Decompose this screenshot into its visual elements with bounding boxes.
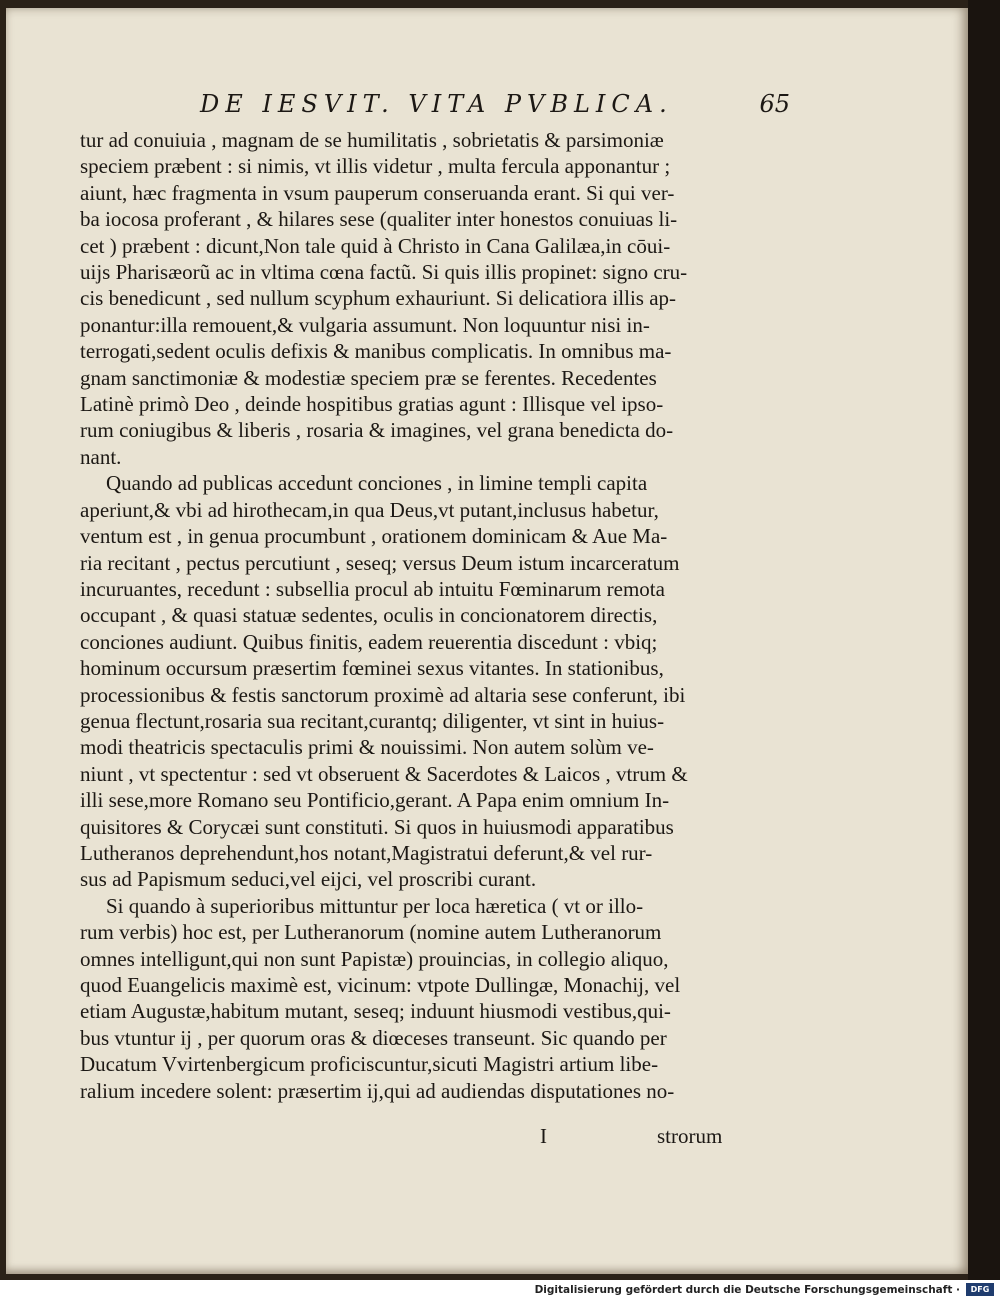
text-line: Latinè primò Deo , deinde hospitibus gratias agunt : Illisque vel ipso- xyxy=(80,392,664,417)
page-header xyxy=(200,88,790,128)
scan-edge xyxy=(968,0,1000,1280)
text-line: Lutheranos deprehendunt,hos notant,Magistratui deferunt,& vel rur- xyxy=(80,840,653,865)
text-line: ralium incedere solent: præsertim ij,qui ad audiendas disputationes no- xyxy=(80,1078,675,1103)
text-line: Quando ad publicas accedunt conciones , in limine templi capita xyxy=(106,471,648,496)
text-line: quisitores & Corycæi sunt constituti. Si quos in huiusmodi apparatibus xyxy=(80,814,674,839)
text-line: processionibus & festis sanctorum proximè ad altaria sese conferunt, ibi xyxy=(80,682,686,707)
text-line: gnam sanctimoniæ & modestiæ speciem præ se ferentes. Recedentes xyxy=(80,365,657,390)
text-line: ba iocosa proferant , & hilares sese (qualiter inter honestos conuiuas li- xyxy=(80,207,678,232)
text-line: Ducatum Vvirtenbergicum proficiscuntur,sicuti Magistri artium libe- xyxy=(80,1052,659,1077)
text-line: rum verbis) hoc est, per Lutheranorum (nomine autem Lutheranorum xyxy=(80,920,662,945)
text-line: Si quando à superioribus mittuntur per loca hæretica ( vt or illo- xyxy=(106,893,644,918)
text-line: genua flectunt,rosaria sua recitant,curantq; diligenter, vt sint in huius- xyxy=(80,708,665,733)
text-line: aperiunt,& vbi ad hirothecam,in qua Deus,vt putant,inclusus habetur, xyxy=(80,497,659,522)
funding-footer xyxy=(0,1280,1000,1300)
body-text xyxy=(80,127,760,1104)
paragraph-2 xyxy=(80,470,760,893)
dfg-logo-icon: DFG xyxy=(966,1283,994,1296)
text-line: bus vtuntur ij , per quorum oras & diœceses transeunt. Sic quando per xyxy=(80,1025,667,1050)
paragraph-3 xyxy=(80,893,760,1104)
text-line: cet ) præbent : dicunt,Non tale quid à Christo in Cana Galilæa,in cōui- xyxy=(80,233,671,258)
running-head: DE IESVIT. VITA PVBLICA. xyxy=(200,90,673,118)
text-line: speciem præbent : si nimis, vt illis videtur , multa fercula apponantur ; xyxy=(80,154,671,179)
text-line: etiam Augustæ,habitum mutant, seseq; induunt hiusmodi vestibus,qui- xyxy=(80,999,671,1024)
text-line: cis benedicunt , sed nullum scyphum exhauriunt. Si delicatiora illis ap- xyxy=(80,286,677,311)
text-line: incuruantes, recedunt : subsellia procul ab intuitu Fœminarum remota xyxy=(80,576,665,601)
text-line: conciones audiunt. Quibus finitis, eadem reuerentia discedunt : vbiq; xyxy=(80,629,658,654)
text-line: rum coniugibus & liberis , rosaria & imagines, vel grana benedicta do- xyxy=(80,418,674,443)
text-line: terrogati,sedent oculis defixis & manibus complicatis. In omnibus ma- xyxy=(80,339,672,364)
page-number: 65 xyxy=(759,90,790,118)
funding-notice: Digitalisierung gefördert durch die Deutsche Forschungsgemeinschaft · xyxy=(534,1284,960,1296)
text-line: hominum occursum præsertim fœminei sexus vitantes. In stationibus, xyxy=(80,656,664,681)
text-line: illi sese,more Romano seu Pontificio,gerant. A Papa enim omnium In- xyxy=(80,788,670,813)
text-line: omnes intelligunt,qui non sunt Papistæ) prouincias, in collegio aliquo, xyxy=(80,946,669,971)
text-line: occupant , & quasi statuæ sedentes, oculis in concionatorem directis, xyxy=(80,603,658,628)
text-line: nant. xyxy=(80,444,122,469)
text-line: ria recitant , pectus percutiunt , seseq; versus Deum istum incarceratum xyxy=(80,550,680,575)
text-line: sus ad Papismum seduci,vel eijci, vel proscribi curant. xyxy=(80,867,537,892)
text-line: ponantur:illa remouent,& vulgaria assumunt. Non loquuntur nisi in- xyxy=(80,312,650,337)
paragraph-1 xyxy=(80,127,760,470)
text-line: quod Euangelicis maximè est, vicinum: vtpote Dullingæ, Monachij, vel xyxy=(80,973,681,997)
text-line: tur ad conuiuia , magnam de se humilitatis , sobrietatis & parsimoniæ xyxy=(80,128,664,152)
text-line: aiunt, hæc fragmenta in vsum pauperum conseruanda erant. Si qui ver- xyxy=(80,180,675,205)
text-line: modi theatricis spectaculis primi & nouissimi. Non autem solùm ve- xyxy=(80,735,654,760)
text-line: ventum est , in genua procumbunt , orationem dominicam & Aue Ma- xyxy=(80,524,668,549)
text-line: niunt , vt spectentur : sed vt obseruent & Sacerdotes & Laicos , vtrum & xyxy=(80,761,688,786)
signature-mark: I xyxy=(540,1124,547,1148)
text-line: uijs Pharisæorũ ac in vltima cœna factũ. Si quis illis propinet: signo cru- xyxy=(80,260,688,285)
catchword: strorum xyxy=(657,1124,723,1148)
